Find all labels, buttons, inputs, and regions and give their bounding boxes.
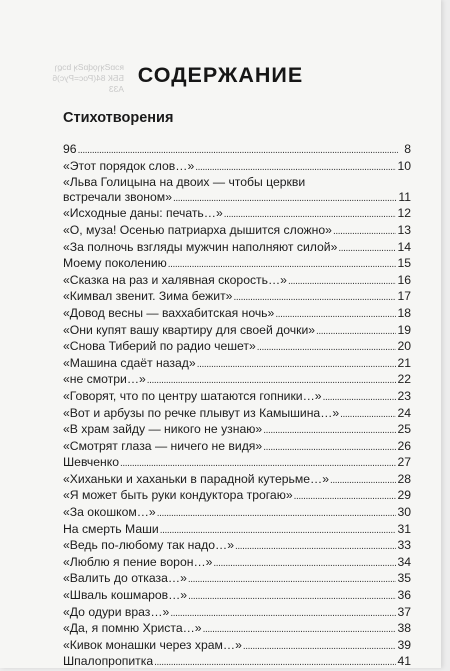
toc-entry-title: «не смотри…» [63, 372, 146, 387]
toc-entry [63, 522, 411, 539]
toc-page-number: 38 [397, 621, 411, 636]
toc-entry [63, 256, 411, 273]
toc-entry-title: «Сказка на раз и халявная скорость…» [63, 272, 287, 287]
toc-entry [63, 555, 411, 572]
toc-entry [63, 356, 411, 373]
toc-entry [63, 159, 411, 176]
toc-entry [63, 206, 411, 223]
dot-leader [197, 358, 397, 373]
toc-entry-title: На смерть Маши [63, 521, 159, 536]
toc-entry-title: «Исходные даны: печать…» [63, 206, 223, 221]
toc-entry [63, 372, 411, 389]
toc-page-number: 10 [397, 158, 411, 173]
toc-entry-title: «За окошком…» [63, 505, 156, 520]
dot-leader [120, 457, 396, 472]
toc-entry [63, 306, 411, 323]
toc-page-number: 11 [398, 189, 411, 204]
toc-page-number: 26 [397, 438, 411, 453]
toc-entry [63, 389, 411, 406]
toc-page-number: 37 [397, 604, 411, 619]
toc-page-number: 30 [397, 505, 411, 520]
toc-page-number: 15 [397, 256, 411, 271]
toc-entry-title: «Снова Тиберий по радио чешет» [63, 339, 256, 354]
toc-entry-title: «Этот порядок слов…» [63, 158, 195, 173]
dot-leader [294, 490, 397, 505]
dot-leader [288, 275, 396, 290]
toc-page-number: 35 [397, 571, 411, 586]
toc-page-number: 12 [397, 206, 411, 221]
toc-page-number: 16 [397, 272, 411, 287]
dot-leader [170, 607, 396, 622]
toc-page-number: 23 [397, 388, 411, 403]
toc-page-number: 21 [397, 355, 411, 370]
toc-page-number: 36 [397, 588, 411, 603]
toc-entry-title: Шевченко [63, 455, 119, 470]
toc-entry-title: «Говорят, что по центру шатаются гопники…» [63, 388, 322, 403]
toc-entry-title: «Кивок монашки через храм…» [63, 637, 242, 652]
toc-entry [63, 323, 411, 340]
toc-entry-title: «За полночь взгляды мужчин наполняют силой» [63, 239, 338, 254]
toc-entry [63, 175, 411, 206]
dot-leader [154, 656, 396, 671]
toc-entry [63, 654, 411, 671]
toc-entry [63, 289, 411, 306]
dot-leader [160, 524, 397, 539]
ghost-line: А33 [108, 84, 124, 94]
toc-page-number: 39 [397, 637, 411, 652]
toc-entry-title: Шпалопропитка [63, 654, 154, 669]
toc-entry-title: «Кимвал звенит. Зима бежит» [63, 289, 233, 304]
dot-leader [203, 623, 397, 638]
dot-leader [333, 225, 396, 240]
toc-page-number: 14 [397, 239, 411, 254]
dot-leader [195, 161, 396, 176]
dot-leader [235, 540, 396, 555]
dot-leader [173, 192, 397, 207]
dot-leader [243, 640, 397, 655]
toc-entry-title: «Ведь по-любому так надо…» [63, 538, 235, 553]
toc-entry-title: 96 [63, 142, 77, 156]
toc-page-number: 22 [397, 372, 411, 387]
toc-entry-title: «О, муза! Осенью патриарха дышится сложно» [63, 222, 332, 237]
dot-leader [338, 242, 396, 257]
dot-leader [188, 590, 396, 605]
dot-leader [188, 573, 397, 588]
toc-entry [63, 488, 411, 505]
toc-page-number: 17 [397, 289, 411, 304]
dot-leader [157, 507, 397, 522]
toc-entry-title: встречали звоном» [63, 189, 172, 204]
toc-entry-title: «Хиханьки и хаханьки в парадной кутерьме…» [63, 471, 329, 486]
toc-entry [63, 538, 411, 555]
toc-page-number: 8 [404, 142, 411, 156]
dot-leader [263, 424, 396, 439]
toc-page-number: 25 [397, 422, 411, 437]
toc-entry-title: «Смотрят глаза — ничего не видя» [63, 438, 263, 453]
toc-entry [63, 142, 411, 159]
toc-page-number: 31 [397, 521, 411, 536]
toc-entry [63, 571, 411, 588]
toc-entry [63, 339, 411, 356]
dot-leader [213, 557, 396, 572]
toc-page-number: 20 [397, 339, 411, 354]
toc-entry-title: «Шваль кошмаров…» [63, 588, 188, 603]
toc-entry [63, 273, 411, 290]
dot-leader [275, 308, 396, 323]
dot-leader [263, 441, 396, 456]
toc-page-number: 33 [397, 538, 411, 553]
dot-leader [224, 208, 397, 223]
dot-leader [257, 341, 397, 356]
toc-entry [63, 505, 411, 522]
toc-entry [63, 240, 411, 257]
toc-entry-title: «Валить до отказа…» [63, 571, 187, 586]
toc-entry-title: «Они купят вашу квартиру для своей дочки» [63, 322, 316, 337]
dot-leader [168, 258, 397, 273]
toc-entry-title: «Я может быть руки кондуктора трогаю» [63, 488, 293, 503]
toc-entry [63, 638, 411, 655]
toc-page-number: 19 [397, 322, 411, 337]
toc-entry [63, 223, 411, 240]
toc-page-number: 34 [397, 554, 411, 569]
dot-leader [316, 325, 396, 340]
ghost-line: ББК 84(Рос=Рус)6 [52, 73, 124, 83]
toc-entry [63, 605, 411, 622]
toc-page-number: 29 [397, 488, 411, 503]
dot-leader [340, 408, 396, 423]
section-heading: Стихотворения [63, 110, 174, 126]
dot-leader [330, 474, 396, 489]
toc-entry [63, 406, 411, 423]
toc-entry-title: «Вот и арбузы по речке плывут из Камышина…» [63, 405, 340, 420]
toc-page-number: 28 [397, 471, 411, 486]
toc-page-number: 13 [397, 222, 411, 237]
toc-page-number: 18 [397, 305, 411, 320]
toc-entry-title: «До одури враз…» [63, 604, 170, 619]
toc-entry-title: «Люблю я пение ворон…» [63, 554, 213, 569]
toc-page-number: 41 [397, 654, 411, 669]
ghost-line: ʀɔɒƧʞɿǫɖɒƧʞ bɔϱɿ [54, 62, 124, 72]
toc-entry-title: «В храм зайду — никого не узнаю» [63, 422, 263, 437]
toc-entry-title: «Да, я помню Христа…» [63, 621, 202, 636]
toc-entry-title: «Машина сдаёт назад» [63, 355, 196, 370]
toc-entry [63, 621, 411, 638]
toc-entry-title: «Льва Голицына на двоих — чтобы церкви [63, 175, 306, 190]
dot-leader [147, 374, 397, 389]
page-title: СОДЕРЖАНИЕ [137, 63, 304, 87]
dot-leader [233, 291, 396, 306]
toc-entry [63, 588, 411, 605]
toc-entry [63, 439, 411, 456]
toc-entry-title: «Довод весны — ваххабитская ночь» [63, 305, 275, 320]
toc-page-number: 27 [397, 455, 411, 470]
dot-leader [78, 144, 398, 159]
toc-entry [63, 422, 411, 439]
toc-entry [63, 472, 411, 489]
toc-entry-title: Моему поколению [63, 256, 167, 271]
dot-leader [323, 391, 397, 406]
toc-entry [63, 455, 411, 472]
table-of-contents [63, 142, 411, 671]
toc-page-number: 24 [397, 405, 411, 420]
